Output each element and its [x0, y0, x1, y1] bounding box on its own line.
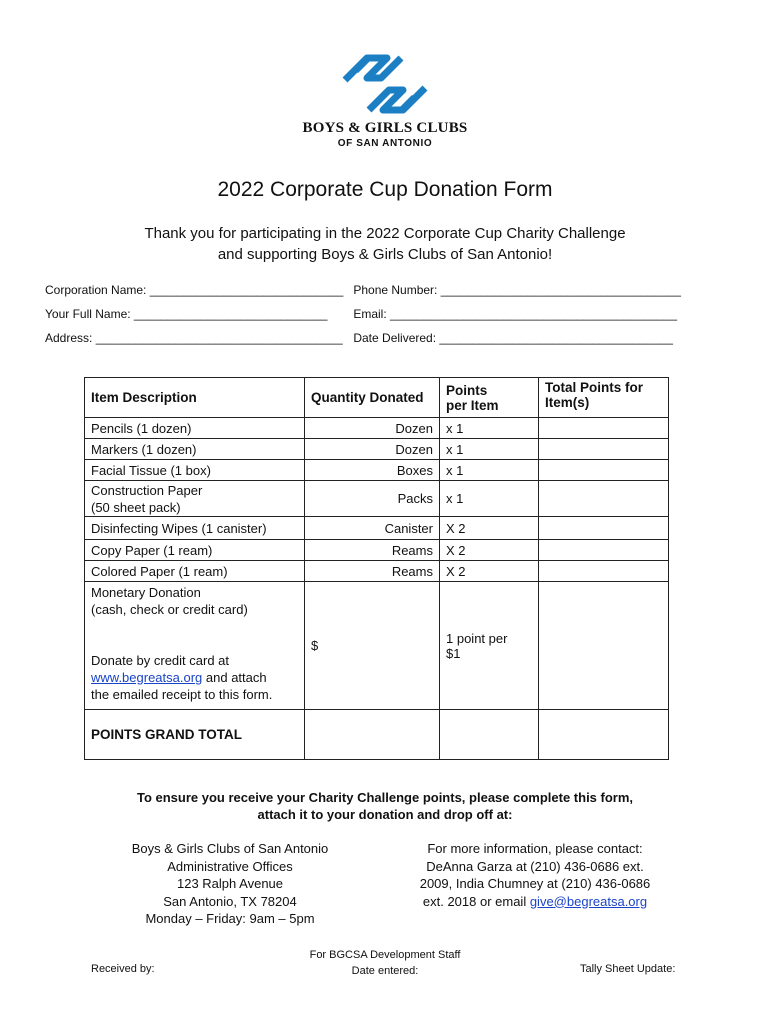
tally-sheet-label: Tally Sheet Update:	[580, 963, 676, 975]
item-description: Copy Paper (1 ream)	[85, 540, 305, 561]
item-description: Facial Tissue (1 box)	[85, 460, 305, 481]
contact-line-1: For more information, please contact:	[427, 841, 643, 856]
points-cell: x 1	[440, 481, 539, 517]
donate-website-link[interactable]: www.begreatsa.org	[91, 670, 203, 685]
total-cell[interactable]	[539, 517, 669, 540]
donate-line-2-rest: and attach	[202, 670, 267, 685]
grand-total-label: POINTS GRAND TOTAL	[85, 710, 305, 760]
quantity-cell[interactable]: Canister	[305, 517, 440, 540]
total-cell[interactable]	[539, 418, 669, 439]
quantity-cell[interactable]: Packs	[305, 481, 440, 517]
points-cell: X 2	[440, 540, 539, 561]
contact-info	[375, 840, 695, 910]
monetary-points-line-1: 1 point per	[446, 630, 508, 646]
total-cell[interactable]	[539, 561, 669, 582]
email-field[interactable]: Email: ___________________________________________	[353, 307, 677, 321]
field-row-3	[45, 331, 705, 345]
staff-heading: For BGCSA Development Staff	[309, 949, 461, 961]
table-row	[85, 481, 669, 517]
table-row	[85, 460, 669, 481]
dropoff-notice	[0, 789, 770, 823]
donate-line-2	[91, 669, 298, 686]
donate-line-3: the emailed receipt to this form.	[91, 687, 273, 702]
field-row-1	[45, 283, 705, 297]
notice-line-2: attach it to your donation and drop off at:	[257, 807, 513, 822]
bgcsa-logo	[290, 50, 480, 155]
intro-line-1: Thank you for participating in the 2022 Corporate Cup Charity Challenge	[144, 225, 626, 242]
office-line-1: Boys & Girls Clubs of San Antonio	[131, 841, 329, 856]
office-line-4: San Antonio, TX 78204	[163, 893, 297, 909]
contact-line-3: 2009, India Chumney at (210) 436-0686	[419, 876, 651, 891]
grand-total-cell[interactable]	[539, 710, 669, 760]
monetary-line-1: Monetary Donation	[91, 585, 201, 600]
item-description-line-1: Construction Paper	[91, 482, 203, 498]
quantity-cell[interactable]: Reams	[305, 561, 440, 582]
monetary-donation-row	[85, 582, 669, 710]
points-cell: X 2	[440, 561, 539, 582]
full-name-field[interactable]: Your Full Name: _____________________________	[45, 307, 328, 321]
monetary-total-cell[interactable]	[539, 582, 669, 710]
header-total-line-2: Item(s)	[545, 395, 590, 410]
item-description-line-2: (50 sheet pack)	[91, 499, 181, 515]
table-row	[85, 561, 669, 582]
item-description: Disinfecting Wipes (1 canister)	[85, 517, 305, 540]
header-points-line-2: per Item	[446, 397, 499, 413]
table-header-row	[85, 378, 669, 418]
table-row	[85, 517, 669, 540]
office-address	[70, 840, 390, 928]
table-row	[85, 540, 669, 561]
contact-line-4	[375, 893, 695, 911]
item-description	[85, 481, 305, 517]
quantity-cell[interactable]: Boxes	[305, 460, 440, 481]
header-quantity-donated: Quantity Donated	[305, 378, 440, 418]
grand-total-quantity-cell[interactable]	[305, 710, 440, 760]
received-by-label: Received by:	[91, 963, 155, 975]
item-description: Pencils (1 dozen)	[85, 418, 305, 439]
monetary-points-line-2: $1	[446, 645, 461, 661]
table-row	[85, 418, 669, 439]
total-cell[interactable]	[539, 481, 669, 517]
phone-number-field[interactable]: Phone Number: ____________________________________	[353, 283, 681, 297]
monetary-line-2: (cash, check or credit card)	[91, 602, 248, 617]
total-cell[interactable]	[539, 460, 669, 481]
quantity-cell[interactable]: Reams	[305, 540, 440, 561]
notice-line-1: To ensure you receive your Charity Challenge points, please complete this form,	[136, 790, 634, 805]
grand-total-row	[85, 710, 669, 760]
office-line-2: Administrative Offices	[167, 858, 293, 874]
address-field[interactable]: Address: _____________________________________	[45, 331, 343, 345]
intro-text	[0, 223, 770, 265]
header-total-line-1: Total Points for	[545, 380, 643, 395]
office-line-5: Monday – Friday: 9am – 5pm	[145, 911, 315, 926]
header-total-points	[539, 378, 669, 418]
total-cell[interactable]	[539, 439, 669, 460]
header-points-line-1: Points	[446, 382, 488, 398]
staff-section	[285, 947, 485, 979]
intro-line-2: and supporting Boys & Girls Clubs of San Antonio!	[217, 246, 553, 263]
logo-name: BOYS & GIRLS CLUBS	[302, 120, 468, 136]
item-description: Colored Paper (1 ream)	[85, 561, 305, 582]
total-cell[interactable]	[539, 540, 669, 561]
points-cell: x 1	[440, 418, 539, 439]
monetary-description	[85, 582, 305, 710]
header-points-per-item	[440, 378, 539, 418]
contact-line-4-prefix: ext. 2018 or email	[422, 893, 530, 909]
points-cell: X 2	[440, 517, 539, 540]
donation-items-table	[84, 377, 669, 760]
contact-email-link[interactable]: give@begreatsa.org	[529, 893, 648, 909]
contact-line-2: DeAnna Garza at (210) 436-0686 ext.	[426, 858, 644, 874]
grand-total-points-cell[interactable]	[440, 710, 539, 760]
item-description: Markers (1 dozen)	[85, 439, 305, 460]
clubs-hands-logo-icon	[337, 50, 433, 118]
header-item-description: Item Description	[85, 378, 305, 418]
office-line-3: 123 Ralph Avenue	[176, 876, 284, 891]
field-row-2	[45, 307, 705, 321]
points-cell: x 1	[440, 460, 539, 481]
donate-line-1: Donate by credit card at	[91, 653, 230, 668]
logo-subname: OF SAN ANTONIO	[337, 138, 433, 149]
quantity-cell[interactable]: Dozen	[305, 418, 440, 439]
monetary-points-cell	[440, 582, 539, 710]
points-cell: x 1	[440, 439, 539, 460]
table-row	[85, 439, 669, 460]
form-title: 2022 Corporate Cup Donation Form	[217, 178, 553, 201]
monetary-quantity-cell[interactable]: $	[305, 582, 440, 710]
corporation-name-field[interactable]: Corporation Name: _____________________________	[45, 283, 344, 297]
date-delivered-field[interactable]: Date Delivered: ___________________________________	[353, 331, 673, 345]
quantity-cell[interactable]: Dozen	[305, 439, 440, 460]
date-entered-label: Date entered:	[351, 965, 419, 977]
